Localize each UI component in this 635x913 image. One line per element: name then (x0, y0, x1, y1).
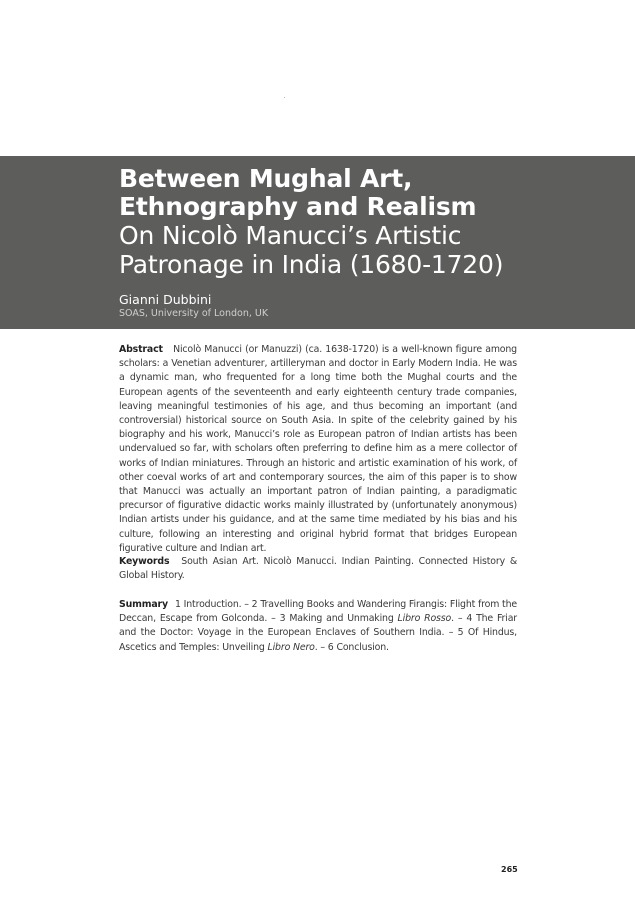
keywords-section (119, 555, 517, 583)
summary-label: Summary (119, 599, 168, 610)
summary-text-1: 1 Introduction. – 2 Travelling Books and Wandering Firangis: Flight from the Deccan, Escape from Golconda. – 3 Making and Unmaking (119, 599, 517, 625)
paper-subtitle: On Nicolò Manucci’s Artistic Patronage in India (1680-1720) (119, 221, 504, 279)
keywords-label: Keywords (119, 556, 170, 567)
page-number: 265 (501, 865, 518, 874)
summary-text-3: . – 6 Conclusion. (314, 641, 389, 653)
summary-text-2: . – 4 The Friar and the Doctor: Voyage in the European Enclaves of Southern India. – 5 Of Hindus, Ascetics and Temples: Unveiling (119, 613, 517, 653)
summary-italic-libro-nero: Libro Nero (267, 641, 315, 653)
stray-mark (284, 97, 285, 98)
abstract-section (119, 343, 517, 556)
title-block (119, 165, 589, 279)
summary-italic-libro-rosso: Libro Rosso (397, 613, 452, 625)
summary-section (119, 598, 517, 655)
abstract-label: Abstract (119, 344, 163, 355)
author-name: Gianni Dubbini (119, 292, 212, 307)
paper-title: Between Mughal Art, Ethnography and Realism (119, 164, 477, 221)
abstract-text: Nicolò Manucci (or Manuzzi) (ca. 1638-1720) is a well-known figure among scholars: a Venetian adventurer, artilleryman and doctor in Early Modern India. He was a dynamic man, who frequented for a long time both the Mughal courts and the European agents of the seventeenth and early eighteenth century trade companies, leaving meaningful testimonies of his age, and thus becoming an important (and controversial) historical source on South Asia. In spite of the celebrity gained by his biography and his work, Manucci’s role as European patron of Indian artists has been undervalued so far, with scholars often preferring to define him as a mere collector of works of Indian miniatures. Through an historic and artistic examination of his work, of other coeval works of art and contemporary sources, the aim of this paper is to show that Manucci was actually an important patron of Indian painting, a paradigmatic precursor of figurative didactic works mainly illustrated by (unfortunately anonymous) Indian artists under his guidance, and at the same time mediated by his bias and his culture, following an interesting and original hybrid format that bridges European figurative culture and Indian art. (119, 344, 517, 554)
keywords-text: South Asian Art. Nicolò Manucci. Indian Painting. Connected History & Global History. (119, 556, 517, 582)
author-affiliation: SOAS, University of London, UK (119, 308, 269, 319)
